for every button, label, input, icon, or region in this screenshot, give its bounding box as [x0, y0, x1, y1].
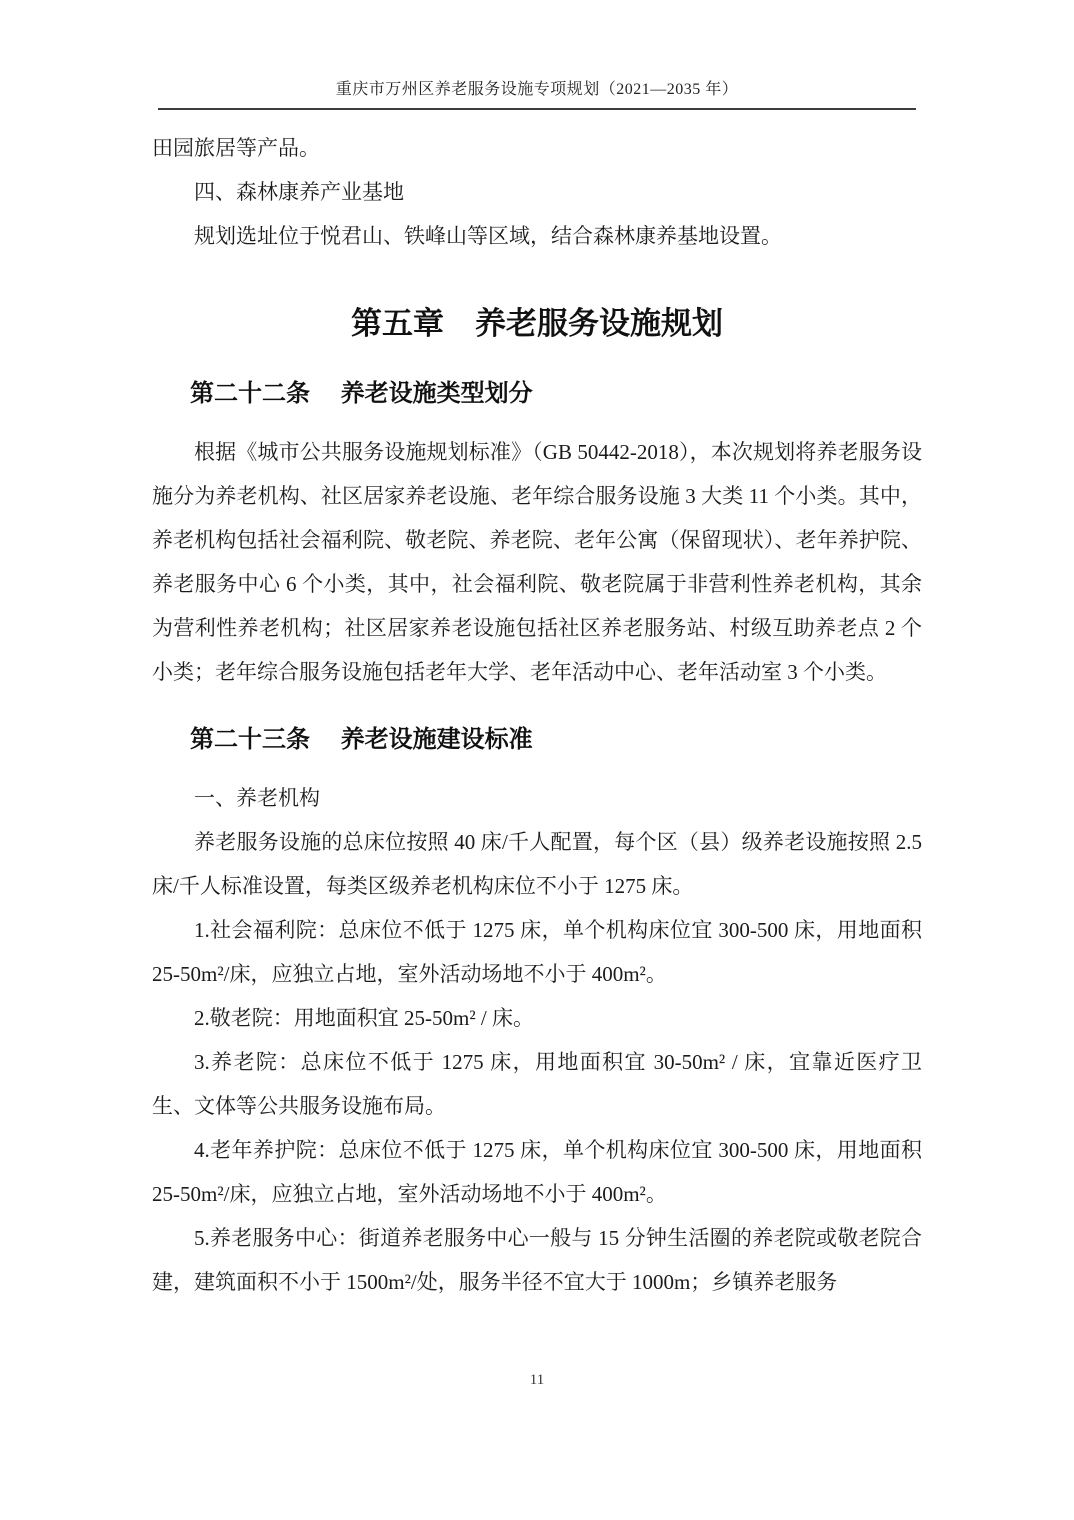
standard-item-5: 5.养老服务中心：街道养老服务中心一般与 15 分钟生活圈的养老院或敬老院合建，建筑面积不小于 1500m²/处，服务半径不宜大于 1000m；乡镇养老服务 [152, 1226, 922, 1294]
leading-paragraph: 田园旅居等产品。 [152, 136, 320, 160]
standard-item-2: 2.敬老院：用地面积宜 25-50m² / 床。 [194, 1006, 534, 1030]
standard-item-3: 3.养老院：总床位不低于 1275 床，用地面积宜 30-50m² / 床，宜靠近医疗卫生、文体等公共服务设施布局。 [152, 1050, 922, 1118]
page-number: 11 [529, 1372, 545, 1388]
chapter-title: 第五章 养老服务设施规划 [351, 306, 723, 341]
siting-paragraph: 规划选址位于悦君山、铁峰山等区域，结合森林康养基地设置。 [194, 224, 782, 248]
standard-item-4: 4.老年养护院：总床位不低于 1275 床，单个机构床位宜 300-500 床，用地面积 25-50m²/床，应独立占地，室外活动场地不小于 400m²。 [152, 1138, 922, 1206]
article-23-heading: 第二十三条 养老设施建设标准 [190, 726, 533, 753]
article-22-paragraph: 根据《城市公共服务设施规划标准》（GB 50442-2018），本次规划将养老服务设施分为养老机构、社区居家养老设施、老年综合服务设施 3 大类 11 个小类。其中，养老机构包括社会福利院、敬老院、养老院、老年公寓（保留现状）、老年养护院、养老服务中心 6 个小类，其中，社会福利院、敬老院属于非营利性养老机构，其余为营利性养老机构；社区居家养老设施包括社区养老服务站、村级互助养老点 2 个小类；老年综合服务设施包括老年大学、老年活动中心、老年活动室 3 个小类。 [152, 440, 922, 684]
forest-base-item: 四、森林康养产业基地 [194, 180, 404, 204]
header-rule [158, 108, 916, 110]
standard-item-1: 1.社会福利院：总床位不低于 1275 床，单个机构床位宜 300-500 床，用地面积 25-50m²/床，应独立占地，室外活动场地不小于 400m²。 [152, 918, 922, 986]
page-content [152, 126, 922, 1304]
running-header-title: 重庆市万州区养老服务设施专项规划（2021—2035 年） [335, 81, 739, 98]
article-23-intro: 养老服务设施的总床位按照 40 床/千人配置，每个区（县）级养老设施按照 2.5 床/千人标准设置，每类区级养老机构床位不小于 1275 床。 [152, 830, 922, 898]
article-23-item-one-title: 一、养老机构 [194, 786, 320, 810]
article-22-heading: 第二十二条 养老设施类型划分 [190, 380, 533, 407]
